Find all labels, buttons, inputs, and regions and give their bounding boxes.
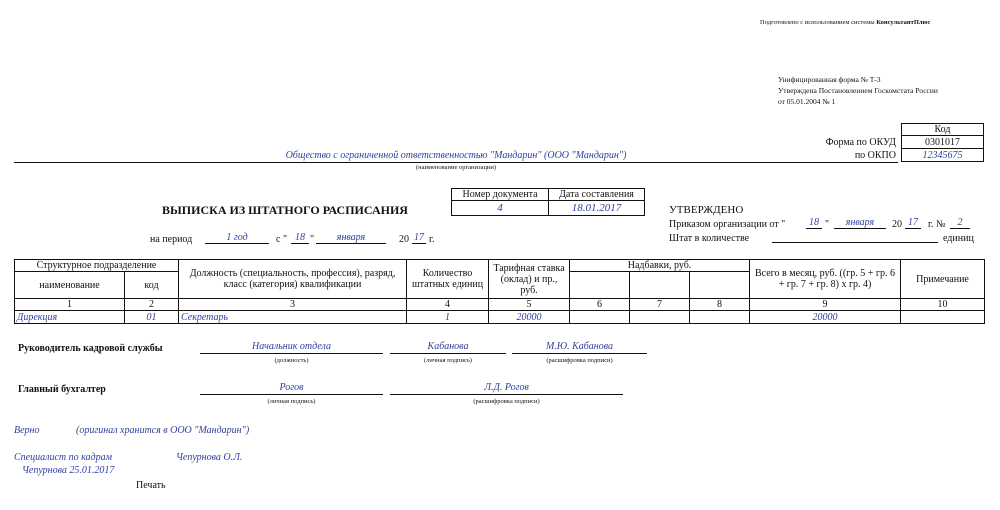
header-position: Должность (специальность, профессия), разряд, класс (категория) квалификации [179,260,407,299]
from-label: с " [276,234,288,245]
hr-label: Руководитель кадровой службы [18,343,163,354]
specialist-title: Специалист по кадрам [14,452,112,463]
form-info [778,74,938,107]
col-number: 8 [690,299,750,311]
order-quote: " [825,219,830,230]
order-number-label: г. № [928,219,946,230]
header-note: Примечание [901,260,985,299]
org-caption: (наименование организации) [415,164,497,171]
period-label: на период [150,234,193,245]
order-day: 18 [806,217,822,229]
row-bonus-3 [690,311,750,324]
row-dept: Дирекция [15,311,125,324]
row-note [901,311,985,324]
from-day: 18 [291,232,309,244]
stamp-label: Печать [136,480,166,491]
hr-position-caption: (должность) [274,357,309,364]
staff-unit: единиц [943,233,974,244]
accountant-sign-caption: (личная подпись) [267,398,316,405]
col-number: 10 [901,299,985,311]
col-number: 7 [630,299,690,311]
header-count: Количество штатных единиц [407,260,489,299]
doc-date-label: Дата составления [548,188,645,201]
order-label: Приказом организации от " [669,219,786,230]
table-row [15,311,985,324]
org-name: Общество с ограниченной ответственностью "Мандарин" (ООО "Мандарин") [14,150,898,163]
row-bonus-1 [570,311,630,324]
true-copy: Верно [14,425,40,436]
order-year: 17 [905,217,921,229]
okud-value: 0301017 [901,135,984,149]
specialist-signed: Чепурнова 25.01.2017 [22,465,115,476]
row-code: 01 [125,311,179,324]
prepared-note [760,19,930,26]
header-rate: Тарифная ставка (оклад) и пр., руб. [489,260,570,299]
accountant-decode: Л.Д. Рогов [390,382,623,395]
staff-label: Штат в количестве [669,233,750,244]
form-line-2: Утверждена Постановлением Госкомстата России [778,86,938,95]
year-suffix: г. [429,234,435,245]
hr-position: Начальник отдела [200,341,383,354]
from-month: января [316,232,386,244]
row-bonus-2 [630,311,690,324]
col-number: 4 [407,299,489,311]
doc-date-value: 18.01.2017 [548,200,645,216]
hr-decode-caption: (расшифровка подписи) [546,357,613,364]
header-bonus-3 [690,272,750,299]
year-prefix: 20 [399,234,409,245]
doc-number-label: Номер документа [451,188,549,201]
document-title: ВЫПИСКА ИЗ ШТАТНОГО РАСПИСАНИЯ [162,203,408,217]
order-month: января [834,217,886,229]
row-rate: 20000 [489,311,570,324]
header-struct-code: код [125,272,179,299]
header-bonus-2 [630,272,690,299]
doc-number-value: 4 [451,200,549,216]
okpo-value: 12345675 [901,148,984,162]
original-note: (оригинал хранится в ООО "Мандарин") [76,425,250,436]
period-value: 1 год [205,232,269,244]
hr-sign-caption: (личная подпись) [424,357,472,364]
header-total: Всего в месяц, руб. ((гр. 5 + гр. 6 + гр. 7 + гр. 8) х гр. 4) [750,260,901,299]
col-number: 1 [15,299,125,311]
col-number: 6 [570,299,630,311]
okpo-label: по ОКПО [854,150,896,161]
specialist-name: Чепурнова О.Л. [176,452,243,463]
row-total: 20000 [750,311,901,324]
code-header: Код [901,123,984,136]
order-number: 2 [950,217,970,229]
col-number: 3 [179,299,407,311]
from-quote: " [310,234,315,245]
okud-label: Форма по ОКУД [825,137,896,148]
from-year: 17 [414,232,424,243]
hr-decode: М.Ю. Кабанова [512,341,647,354]
accountant-decode-caption: (расшифровка подписи) [473,398,540,405]
col-number: 5 [489,299,570,311]
col-number: 9 [750,299,901,311]
accountant-label: Главный бухгалтер [18,384,106,395]
staff-table [14,259,985,324]
accountant-sign: Рогов [200,382,383,395]
header-struct: Структурное подразделение [15,260,179,272]
header-bonus-1 [570,272,630,299]
row-position: Секретарь [179,311,407,324]
order-year-prefix: 20 [892,219,902,230]
hr-sign: Кабанова [390,341,506,354]
header-struct-name: наименование [15,272,125,299]
form-line-1: Унифицированная форма № Т-3 [778,75,881,84]
form-line-3: от 05.01.2004 № 1 [778,97,836,106]
staff-value [772,231,938,243]
row-count: 1 [407,311,489,324]
col-number: 2 [125,299,179,311]
header-bonus: Надбавки, руб. [570,260,750,272]
prepared-text: Подготовлено с использованием системы [760,19,877,26]
brand-name: КонсультантПлюс [876,19,931,26]
approved-title: УТВЕРЖДЕНО [669,204,744,216]
